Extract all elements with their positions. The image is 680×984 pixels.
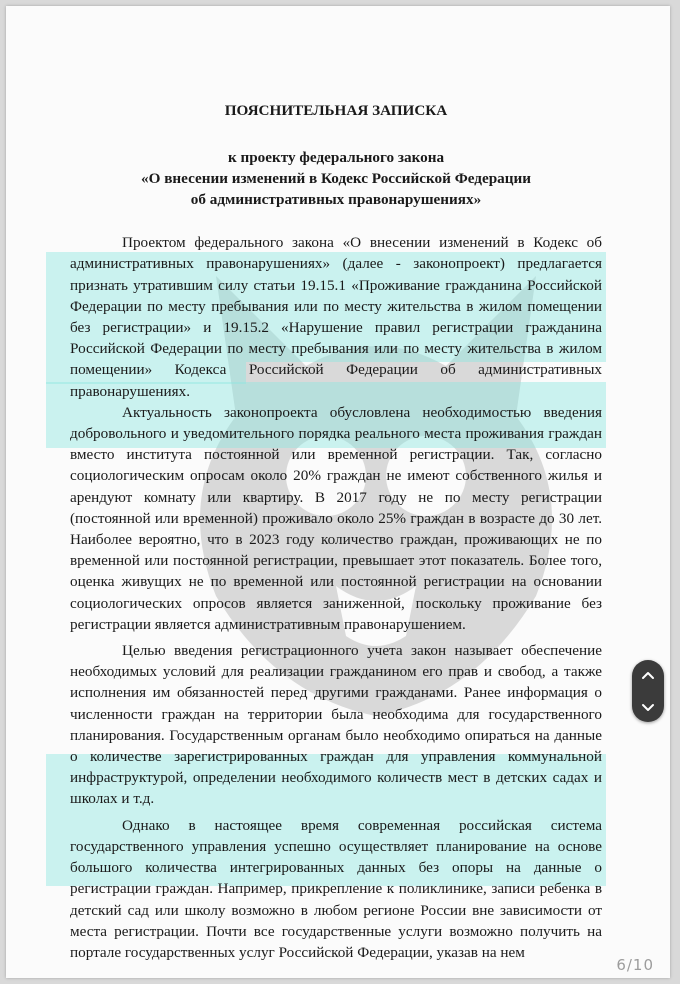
subtitle-line: к проекту федерального закона: [227, 149, 445, 167]
chevron-up-icon: [641, 669, 655, 683]
previous-page-button[interactable]: [636, 664, 660, 688]
document-title: ПОЯСНИТЕЛЬНАЯ ЗАПИСКА: [224, 102, 448, 119]
paragraph: Актуальность законопроекта обусловлена необходимостью введения добровольного и уведомительного порядка реального места проживания граждан вместо института постоянной или временной регистрации. Так, согласно социологическим опросам около 20% граждан не имеют собственного жилья и арендуют комнату или квартиру. В 2017 году не по месту регистрации (постоянной или временной) проживало около 25% граждан в возрасте до 30 лет. Наиболее вероятно, что в 2023 году количество граждан, проживающих не по временной или постоянной регистрации, превышает этот показатель. Более того, оценка живущих не по временной или постоянной регистрации на основании социологических опросов является заниженной, поскольку проживание без регистрации является административным правонарушением.: [70, 403, 602, 633]
next-page-button[interactable]: [636, 695, 660, 719]
document-body: [70, 94, 602, 963]
subtitle-line: «О внесении изменений в Кодекс Российской Федерации: [140, 170, 532, 188]
paragraph: Целью введения регистрационного учета закон называет обеспечение необходимых условий для реализации гражданином его прав и свобод, а также исполнения им обязанностей перед другими гражданами. Ранее информация о численности граждан на территории была необходима для государственного планирования. Государственным органам было необходимо опираться на данные о количестве зарегистрированных граждан для управления коммунальной инфраструктурой, определении необходимого количеств мест в детских садах и школах и т.д.: [70, 642, 602, 808]
chevron-down-icon: [641, 700, 655, 714]
document-text: [70, 232, 602, 963]
document-page: [6, 6, 670, 978]
document-subtitle: [70, 147, 602, 210]
subtitle-line: об административных правонарушениях»: [190, 191, 482, 209]
paragraph: Проектом федерального закона «О внесении изменений в Кодекс об административных правонарушениях» (далее - законопроект) предлагается признать утратившим силу статьи 19.15.1 «Проживание гражданина Российской Федерации по месту пребывания или по месту жительства в жилом помещении без регистрации» и 19.15.2 «Нарушение правил регистрации гражданина Российской Федерации по месту пребывания или по месту жительства в жилом помещении» Кодекса Российской Федерации об административных правонарушениях.: [70, 234, 602, 400]
page-navigation: [632, 660, 664, 722]
paragraph: Однако в настоящее время современная российская система государственного управления успешно осуществляет планирование на основе большого количества интегрированных данных без опоры на данные о регистрации граждан. Например, прикрепление к поликлинике, записи ребенка в детский сад или школу возможно в любом регионе России вне зависимости от места регистрации. Почти все государственные услуги возможно получить на портале государственных услуг Российской Федерации, указав на нем: [70, 816, 602, 961]
page-indicator: 6/10: [616, 956, 654, 974]
